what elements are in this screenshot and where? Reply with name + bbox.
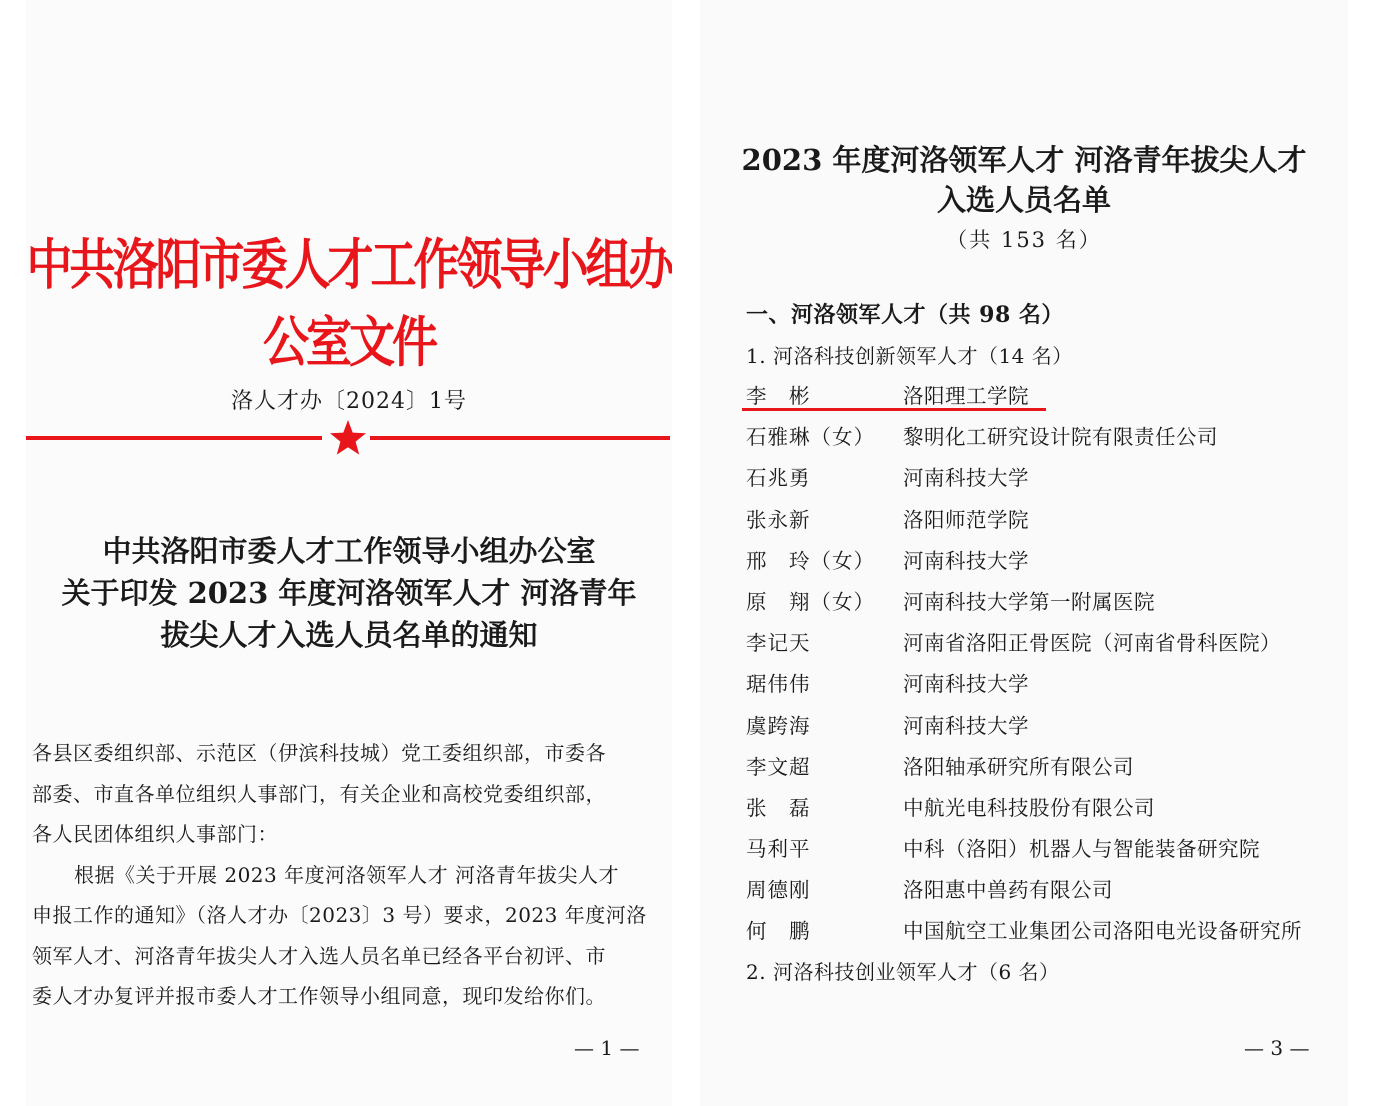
organization: 洛阳轴承研究所有限公司: [903, 754, 1134, 779]
addressee-line: 各县区委组织部、示范区（伊滨科技城）党工委组织部，市委各: [32, 741, 606, 765]
notice-body: [32, 733, 672, 1017]
list-item: [746, 664, 1346, 705]
list-item: [746, 458, 1346, 499]
notice-title-line: 拔尖人才入选人员名单的通知: [160, 618, 538, 652]
list-item: [746, 706, 1346, 747]
organization: 洛阳师范学院: [903, 507, 1029, 532]
person-name: 虞跨海: [746, 713, 811, 738]
organization: 河南省洛阳正骨医院（河南省骨科医院）: [903, 631, 1281, 656]
organization: 中科（洛阳）机器人与智能装备研究院: [903, 837, 1260, 862]
list-item: [746, 500, 1346, 541]
red-divider-right: [370, 436, 670, 440]
organization: 黎明化工研究设计院有限责任公司: [903, 425, 1218, 450]
list-item: [746, 376, 1346, 417]
list-item: [746, 623, 1346, 664]
organization: 中航光电科技股份有限公司: [903, 795, 1155, 820]
addressee-line: 部委、市直各单位组织人事部门，有关企业和高校党委组织部，: [32, 781, 606, 806]
person-name: 张 磊: [746, 795, 811, 820]
page-number: — 3 —: [1244, 1036, 1310, 1060]
list-item: [746, 582, 1346, 623]
organization: 河南科技大学: [903, 466, 1029, 491]
person-name: 李 彬: [746, 384, 811, 408]
person-name: 琚伟伟: [746, 672, 811, 697]
body-line: 领军人才、河洛青年拔尖人才入选人员名单已经各平台初评、市: [32, 943, 606, 968]
person-name: 邢 玲（女）: [746, 548, 875, 573]
person-name: 李记天: [746, 631, 811, 656]
document-number: 洛人才办〔2024〕1号: [231, 389, 467, 414]
person-name: 张永新: [746, 507, 811, 532]
notice-title-line: 中共洛阳市委人才工作领导小组办公室: [102, 534, 596, 568]
body-line: 申报工作的通知》（洛人才办〔2023〕3 号）要求，2023 年度河洛: [32, 903, 647, 927]
document-page-3: [700, 0, 1348, 1106]
red-star-icon: [328, 418, 368, 458]
body-line: 根据《关于开展 2023 年度河洛领军人才 河洛青年拔尖人才: [74, 862, 619, 887]
red-divider-left: [26, 436, 322, 440]
name-list: [746, 376, 1346, 953]
list-title: [700, 140, 1348, 220]
section-heading: 一、河洛领军人才（共 98 名）: [746, 302, 1064, 328]
list-item: [746, 829, 1346, 870]
person-name: 原 翔（女）: [746, 589, 875, 614]
document-page-1: [26, 0, 672, 1106]
organization: 河南科技大学: [903, 713, 1029, 738]
person-name: 李文超: [746, 754, 811, 779]
person-name: 石兆勇: [746, 466, 811, 491]
person-name: 马利平: [746, 837, 811, 862]
list-item: [746, 747, 1346, 788]
person-name: 周德刚: [746, 878, 811, 903]
person-name: 何 鹏: [746, 919, 811, 944]
notice-title-line: 关于印发 2023 年度河洛领军人才 河洛青年: [61, 576, 637, 610]
list-title-line: 入选人员名单: [936, 183, 1111, 217]
organization: 河南科技大学: [903, 672, 1029, 697]
subsection-heading: 1. 河洛科技创新领军人才（14 名）: [746, 344, 1073, 368]
highlight-underline: [742, 408, 1046, 411]
organization: 洛阳惠中兽药有限公司: [903, 878, 1113, 903]
body-line: 委人才办复评并报市委人才工作领导小组同意，现印发给你们。: [32, 984, 606, 1008]
total-count: （共 153 名）: [946, 228, 1102, 252]
organization: 河南科技大学: [903, 548, 1029, 573]
list-item: [746, 870, 1346, 911]
list-title-line: 2023 年度河洛领军人才 河洛青年拔尖人才: [741, 143, 1307, 177]
list-item: [746, 541, 1346, 582]
document-header: 中共洛阳市委人才工作领导小组办公室文件: [26, 232, 672, 375]
organization: 中国航空工业集团公司洛阳电光设备研究所: [903, 919, 1302, 944]
organization: 洛阳理工学院: [903, 384, 1029, 408]
organization: 河南科技大学第一附属医院: [903, 589, 1155, 614]
person-name: 石雅琳（女）: [746, 425, 875, 450]
list-item: [746, 417, 1346, 458]
subsection-heading: 2. 河洛科技创业领军人才（6 名）: [746, 960, 1060, 984]
list-item: [746, 911, 1346, 952]
notice-title: [26, 530, 672, 656]
list-item: [746, 788, 1346, 829]
addressee-line: 各人民团体组织人事部门：: [32, 822, 278, 846]
page-number: — 1 —: [574, 1036, 640, 1060]
